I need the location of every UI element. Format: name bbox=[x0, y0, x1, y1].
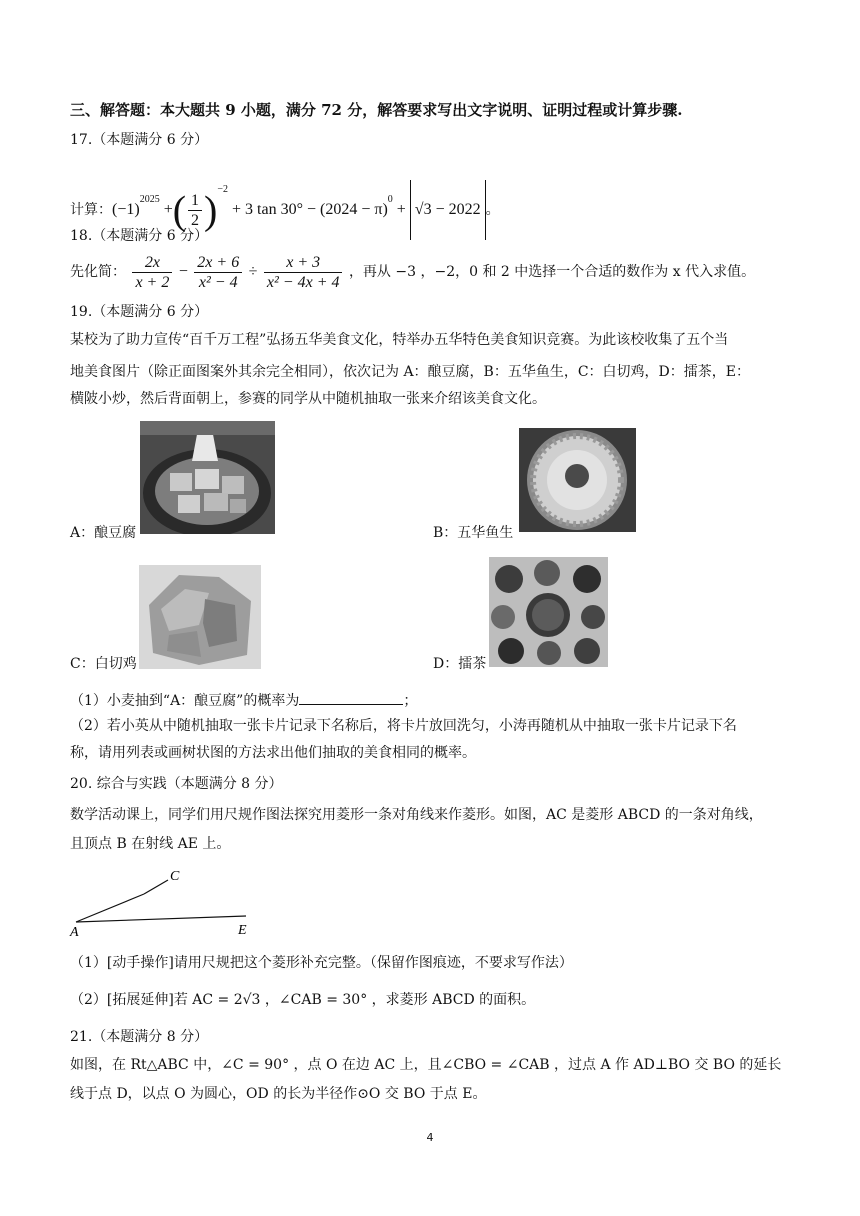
lei-tea-photo bbox=[489, 557, 608, 667]
q17-expression: 计算：$(-1)^{2025}$ +( $\frac{1}{2}$ )$^{-2}$ + 3 $\tan 30^\circ - (2024 - \pi)^0 + √3 - 2022$ 。 bbox=[70, 162, 500, 218]
fish-sashimi-photo bbox=[519, 428, 636, 532]
q17-absolute-value: √3 − 2022 bbox=[410, 180, 486, 240]
label-d: D：擂茶 bbox=[433, 656, 487, 672]
point-c-label: C bbox=[170, 869, 180, 884]
q19-sub2-line: （2）若小英从中随机抽取一张卡片记录下名称后，将卡片放回洗匀，小涛再随机从中抽取一张卡片记录下名 bbox=[70, 718, 737, 734]
q17-exp2: −2 bbox=[217, 184, 229, 195]
section-title: 三、解答题：本大题共 9 小题，满分 72 分，解答要求写出文字说明、证明过程或计算步骤. bbox=[70, 101, 683, 119]
label-b: B：五华鱼生 bbox=[433, 525, 514, 541]
q17-term3: + 3 tan 30° − (2024 − π) bbox=[232, 201, 388, 218]
q21-header: 21.（本题满分 8 分） bbox=[70, 1029, 209, 1045]
q17-prefix: 计算： bbox=[70, 202, 112, 218]
q18-divide: ÷ bbox=[248, 263, 258, 280]
label-c: C：白切鸡 bbox=[70, 656, 137, 672]
q18-fraction-3: $\frac{x + 3}{\text{x² − 4x + 4}}$ bbox=[264, 253, 343, 292]
q21-para-line: 如图，在 Rt△ABC 中，∠C = 90° ，点 O 在边 AC 上，且∠CBO = ∠CAB ，过点 A 作 AD⊥BO 交 BO 的延长 bbox=[70, 1057, 782, 1073]
q18-fraction-2: $\frac{2x + 6}{\text{x² − 4}}$ bbox=[194, 253, 242, 292]
q17-exp3: 0 bbox=[387, 194, 393, 205]
q17-fraction: $\frac{1}{2}$ bbox=[188, 191, 202, 230]
point-e-label: E bbox=[238, 923, 247, 938]
chicken-photo bbox=[139, 565, 261, 669]
q18-fraction-1: $\frac{2x}{x + 2}$ bbox=[132, 253, 172, 292]
q17-plus4: + bbox=[396, 201, 406, 218]
q18-minus: − bbox=[178, 263, 188, 280]
q21-para-line: 线于点 D，以点 O 为圆心，OD 的长为半径作⊙O 交 BO 于点 E。 bbox=[70, 1086, 487, 1102]
q20-para-line: 数学活动课上，同学们用尺规作图法探究用菱形一条对角线来作菱形。如图，AC 是菱形 ABCD 的一条对角线， bbox=[70, 807, 763, 823]
ray-diagram bbox=[66, 862, 266, 942]
q20-sub1: （1）[动手操作]请用尺规把这个菱形补充完整。（保留作图痕迹，不要求写作法） bbox=[70, 955, 573, 971]
q20-para-line: 且顶点 B 在射线 AE 上。 bbox=[70, 836, 231, 852]
q17-suffix: 。 bbox=[485, 203, 500, 218]
q18-prefix: 先化简： bbox=[70, 264, 126, 280]
point-a-label: A bbox=[70, 925, 79, 940]
q17-plus1: + bbox=[163, 201, 173, 218]
q17-term1: $(-1)^{2025}$ bbox=[112, 194, 160, 218]
q19-para-line: 地美食图片（除正面图案外其余完全相同），依次记为 A：酿豆腐，B：五华鱼生，C：白切鸡，D：擂茶，E： bbox=[70, 364, 751, 380]
q17-header: 17.（本题满分 6 分） bbox=[70, 132, 209, 148]
q20-header: 20. 综合与实践（本题满分 8 分） bbox=[70, 776, 283, 792]
q19-para-line: 横陂小炒，然后背面朝上，参赛的同学从中随机抽取一张来介绍该美食文化。 bbox=[70, 391, 546, 407]
label-a: A：酿豆腐 bbox=[70, 525, 137, 541]
q20-sub2: （2）[拓展延伸]若 AC = 2√3 ，∠CAB = 30° ，求菱形 ABCD 的面积。 bbox=[70, 992, 536, 1008]
tofu-photo bbox=[140, 421, 275, 534]
q19-header: 19.（本题满分 6 分） bbox=[70, 304, 209, 320]
answer-blank[interactable] bbox=[299, 690, 403, 705]
q18-expression bbox=[70, 250, 755, 294]
page-number: 4 bbox=[426, 1131, 434, 1144]
q19-sub2-line: 称，请用列表或画树状图的方法求出他们抽取的美食相同的概率。 bbox=[70, 745, 476, 761]
q18-suffix: ，再从 −3 ，−2，0 和 2 中选择一个合适的数作为 x 代入求值。 bbox=[348, 264, 756, 280]
q19-sub1: （1）小麦抽到“A：酿豆腐”的概率为 ； bbox=[70, 690, 417, 711]
q18-header: 18.（本题满分 6 分） bbox=[70, 228, 209, 244]
q19-para-line: 某校为了助力宣传“百千万工程”弘扬五华美食文化，特举办五华特色美食知识竞赛。为此该校收集了五个当 bbox=[70, 332, 729, 348]
